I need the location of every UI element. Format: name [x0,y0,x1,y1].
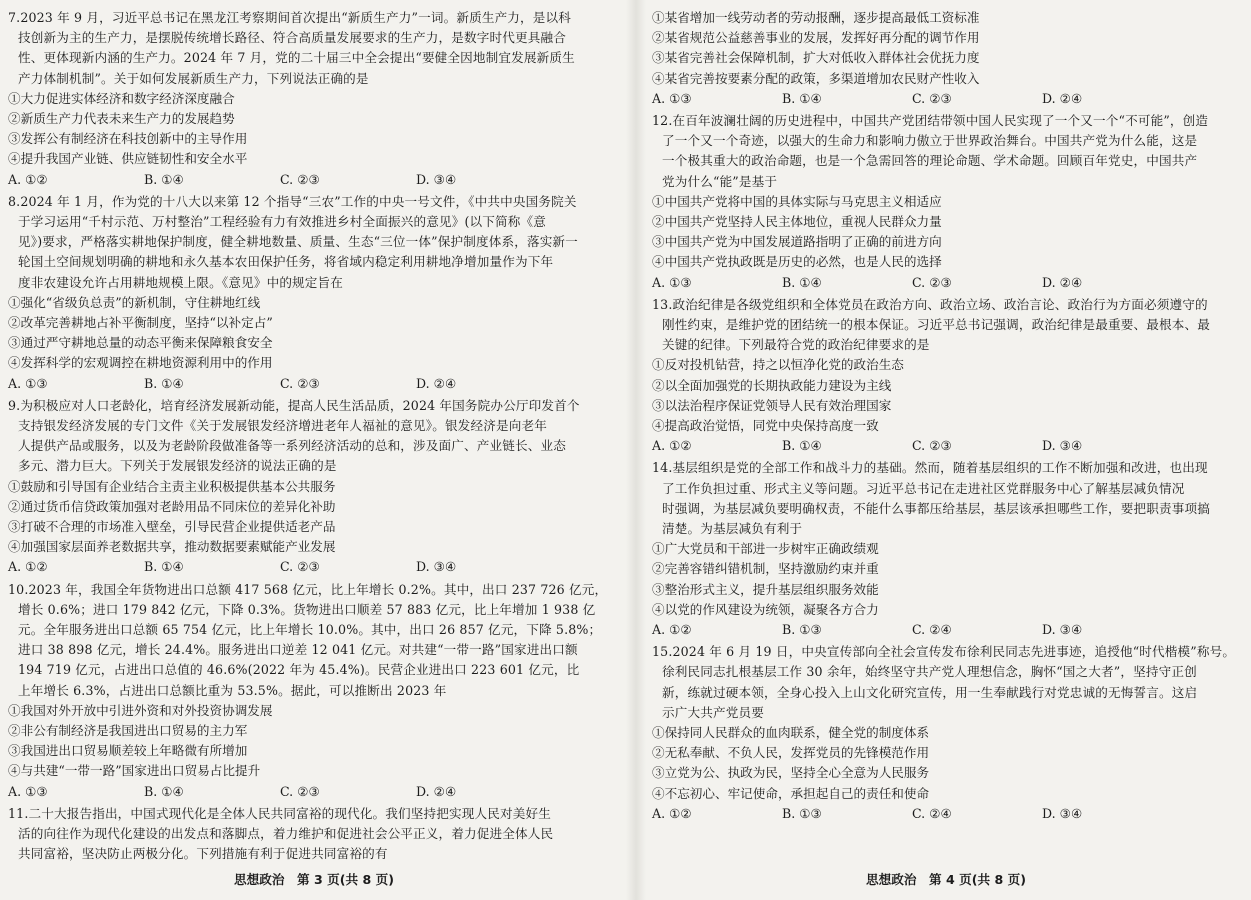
answer-choices [8,782,620,802]
answer-choice: D. ③④ [1042,622,1083,638]
question-stem-line: 性、更体现新内涵的生产力。2024 年 7 月，党的二十届三中全会提出“要健全因地制宜发展新质生 [18,50,575,66]
question-stem-line: 技创新为主的生产力，是摆脱传统增长路径、符合高质量发展要求的生产力，是数字时代更具融合 [18,30,566,46]
statement-option: ①鼓励和引导国有企业结合主责主业积极提供基本公共服务 [8,478,336,494]
question-stem-line: 新，练就过硬本领，全身心投入上山文化研究宣传，用一生奉献践行对党忠诚的无悔誓言。这启 [662,684,1198,700]
statement-option: ②非公有制经济是我国进出口贸易的主力军 [8,723,248,739]
exam-page-3 [8,8,620,888]
statement-option: ①强化“省级负总责”的新机制，守住耕地红线 [8,294,261,310]
statement-option: ①广大党员和干部进一步树牢正确政绩观 [652,541,879,557]
question-stem-line: 元。全年服务进出口总额 65 754 亿元，比上年增长 10.0%。其中，出口 26 857 亿元，下降 5.8%； [18,622,602,638]
answer-choice: C. ②③ [912,438,952,454]
question-block [652,8,1240,109]
question-list [652,8,1240,824]
answer-choice: A. ①③ [8,783,48,799]
question-stem-line: 共同富裕，坚决防止两极分化。下列措施有利于促进共同富裕的有 [18,846,388,862]
question-stem-line: 支持银发经济发展的专门文件《关于发展银发经济增进老年人福祉的意见》。银发经济是向老年 [18,418,547,434]
page-footer: 思想政治 第 4 页(共 8 页) [866,872,1026,887]
answer-choice: A. ①③ [652,274,692,290]
answer-choice: C. ②③ [280,783,320,799]
statement-option: ③我国进出口贸易顺差较上年略微有所增加 [8,743,248,759]
statement-option: ④以党的作风建设为统领，凝聚各方合力 [652,601,879,617]
question-stem: 12.在百年波澜壮阔的历史进程中，中国共产党团结带领中国人民实现了一个又一个“不可能”，创造 [652,113,1209,128]
answer-choice: D. ③④ [416,171,457,187]
question-block [652,458,1240,640]
statement-option: ③通过严守耕地总量的动态平衡来保障粮食安全 [8,335,273,351]
answer-choice: B. ①④ [782,274,822,290]
statement-option: ③中国共产党为中国发展道路指明了正确的前进方向 [652,234,942,250]
question-stem: 7.2023 年 9 月，习近平总书记在黑龙江考察期间首次提出“新质生产力”一词。新质生产力，是以科 [8,10,572,25]
answer-choice: B. ①④ [144,375,184,391]
statement-option: ①大力促进实体经济和数字经济深度融合 [8,90,235,106]
question-list [8,8,620,864]
answer-choice: D. ③④ [416,559,457,575]
question-stem-line: 194 719 亿元，占进出口总值的 46.6%(2022 年为 45.4%)。民营企业进出口 223 601 亿元，比 [18,662,580,678]
question-stem-line: 刚性约束，是维护党的团结统一的根本保证。习近平总书记强调，政治纪律是最重要、最根本、最 [662,317,1210,333]
answer-choice: C. ②③ [280,559,320,575]
page-gutter [626,0,646,900]
question-stem-line: 于学习运用“千村示范、万村整治”工程经验有力有效推进乡村全面振兴的意见》(以下简称《意 [18,214,546,230]
answer-choices [8,170,620,190]
question-stem-line: 徐利民同志扎根基层工作 30 余年，始终坚守共产党人理想信念，胸怀“国之大者”，坚持守正创 [662,664,1197,680]
page-footer: 思想政治 第 3 页(共 8 页) [234,872,394,887]
answer-choice: A. ①③ [652,90,692,106]
statement-option: ②新质生产力代表未来生产力的发展趋势 [8,111,235,127]
statement-option: ③打破不合理的市场准入壁垒，引导民营企业提供适老产品 [8,519,336,535]
answer-choice: D. ③④ [1042,438,1083,454]
question-stem-line: 清楚。为基层减负有利于 [662,521,803,537]
answer-choices [652,273,1240,293]
answer-choice: B. ①④ [144,171,184,187]
answer-choice: C. ②③ [280,375,320,391]
question-stem-line: 了一个又一个奇迹，以强大的生命力和影响力傲立于世界政治舞台。中国共产党为什么能，这是 [662,133,1198,149]
statement-option: ④中国共产党执政既是历史的必然，也是人民的选择 [652,254,942,270]
question-stem-line: 增长 0.6%；进口 179 842 亿元，下降 0.3%。货物进出口顺差 57 883 亿元，比上年增加 1 938 亿 [18,601,596,617]
statement-option: ①中国共产党将中国的具体实际与马克思主义相适应 [652,193,942,209]
statement-option: ②某省规范公益慈善事业的发展，发挥好再分配的调节作用 [652,30,980,46]
exam-page-4 [652,8,1240,888]
statement-option: ①我国对外开放中引进外资和对外投资协调发展 [8,702,273,718]
question-stem-line: 度非农建设允许占用耕地规模上限。《意见》中的规定旨在 [18,274,344,290]
question-stem: 9.为积极应对人口老龄化，培育经济发展新动能，提高人民生活品质，2024 年国务院办公厅印发首个 [8,397,580,413]
answer-choice: C. ②③ [912,274,952,290]
answer-choice: B. ①④ [782,90,822,106]
answer-choice: D. ②④ [416,375,457,391]
question-stem: 13.政治纪律是各级党组织和全体党员在政治方向、政治立场、政治言论、政治行为方面必须遵守的 [652,296,1208,312]
question-stem: 10.2023 年，我国全年货物进出口总额 417 568 亿元，比上年增长 0.2%。其中，出口 237 726 亿元， [8,581,608,597]
statement-option: ②通过货币信贷政策加强对老龄用品不同床位的差异化补助 [8,498,336,514]
question-stem-line: 关键的纪律。下列最符合党的政治纪律要求的是 [662,337,930,353]
statement-option: ③立党为公、执政为民，坚持全心全意为人民服务 [652,765,930,781]
statement-option: ②完善容错纠错机制，坚持激励约束并重 [652,561,879,577]
answer-choice: A. ①② [652,805,692,821]
question-stem-line: 示广大共产党员要 [662,704,764,720]
question-stem-line: 轮国土空间规划明确的耕地和永久基本农田保护任务，将省域内稳定利用耕地净增加量作为下年 [18,254,554,270]
answer-choice: A. ①② [8,559,48,575]
question-stem: 11.二十大报告指出，中国式现代化是全体人民共同富裕的现代化。我们坚持把实现人民对美好生 [8,805,551,821]
question-stem-line: 人提供产品或服务，以及为老龄阶段做准备等一系列经济活动的总和，涉及面广、产业链长、业态 [18,438,566,454]
answer-choice: B. ①③ [782,805,822,821]
statement-option: ④发挥科学的宏观调控在耕地资源利用中的作用 [8,355,273,371]
answer-choices [8,557,620,577]
question-stem-line: 多元、潜力巨大。下列关于发展银发经济的说法正确的是 [18,458,337,474]
question-stem-line: 产力体制机制”。关于如何发展新质生产力，下列说法正确的是 [18,70,369,86]
statement-option: ②以全面加强党的长期执政能力建设为主线 [652,377,892,393]
statement-option: ④与共建“一带一路”国家进出口贸易占比提升 [8,763,261,779]
question-stem-line: 活的向往作为现代化建设的出发点和落脚点，着力维护和促进社会公平正义，着力促进全体人民 [18,826,554,842]
question-block [652,295,1240,457]
question-block [8,396,620,578]
statement-option: ①反对投机钻营，持之以恒净化党的政治生态 [652,357,904,373]
answer-choice: A. ①② [652,622,692,638]
answer-choice: B. ①④ [144,559,184,575]
answer-choice: C. ②③ [280,171,320,187]
answer-choice: D. ③④ [1042,805,1083,821]
statement-option: ③以法治程序保证党领导人民有效治理国家 [652,397,892,413]
question-stem-line: 时强调，为基层减负要明确权责，不能什么事都压给基层，基层该承担哪些工作，要把职责事项搞 [662,500,1210,516]
question-stem-line: 党为什么“能”是基于 [662,173,778,189]
statement-option: ④某省完善按要素分配的政策，多渠道增加农民财产性收入 [652,70,980,86]
answer-choices [652,804,1240,824]
answer-choice: D. ②④ [416,783,457,799]
answer-choice: B. ①④ [782,438,822,454]
statement-option: ③发挥公有制经济在科技创新中的主导作用 [8,131,248,147]
question-block [8,8,620,190]
question-stem-line: 上年增长 6.3%，占进出口总额比重为 53.5%。据此，可以推断出 2023 年 [18,682,447,698]
statement-option: ③某省完善社会保障机制，扩大对低收入群体社会优抚力度 [652,50,980,66]
answer-choices [8,374,620,394]
answer-choice: B. ①④ [144,783,184,799]
question-block [652,642,1240,824]
answer-choice: B. ①③ [782,622,822,638]
statement-option: ②改革完善耕地占补平衡制度，坚持“以补定占” [8,315,273,331]
question-stem-line: 了工作负担过重、形式主义等问题。习近平总书记在走进社区党群服务中心了解基层减负情况 [662,480,1185,496]
statement-option: ③整治形式主义，提升基层组织服务效能 [652,581,879,597]
answer-choice: A. ①③ [8,375,48,391]
statement-option: ②无私奉献、不负人民，发挥党员的先锋模范作用 [652,745,930,761]
statement-option: ④提高政治觉悟，同党中央保持高度一致 [652,418,879,434]
statement-option: ①保持同人民群众的血肉联系，健全党的制度体系 [652,725,930,741]
answer-choice: C. ②③ [912,90,952,106]
statement-option: ④加强国家层面养老数据共享，推动数据要素赋能产业发展 [8,539,336,555]
answer-choices [652,436,1240,456]
question-block [8,804,620,865]
question-stem-line: 进口 38 898 亿元，增长 24.4%。服务进出口逆差 12 041 亿元。对共建“一带一路”国家进出口额 [18,642,578,658]
statement-option: ④不忘初心、牢记使命，承担起自己的责任和使命 [652,785,930,801]
answer-choice: C. ②④ [912,805,952,821]
answer-choice: D. ②④ [1042,90,1083,106]
question-block [652,111,1240,293]
answer-choices [652,89,1240,109]
statement-option: ④提升我国产业链、供应链韧性和安全水平 [8,151,248,167]
question-block [8,192,620,394]
question-block [8,580,620,802]
statement-option: ①某省增加一线劳动者的劳动报酬，逐步提高最低工资标准 [652,10,980,25]
answer-choices [652,620,1240,640]
question-stem: 14.基层组织是党的全部工作和战斗力的基础。然而，随着基层组织的工作不断加强和改进，也出现 [652,460,1208,476]
answer-choice: A. ①② [652,438,692,454]
question-stem-line: 见》)要求，严格落实耕地保护制度，健全耕地数量、质量、生态“三位一体”保护制度体系，落实新一 [18,234,578,250]
answer-choice: D. ②④ [1042,274,1083,290]
question-stem: 8.2024 年 1 月，作为党的十八大以来第 12 个指导“三农”工作的中央一号文件，《中共中央国务院关 [8,193,577,209]
answer-choice: C. ②④ [912,622,952,638]
question-stem-line: 一个极其重大的政治命题，也是一个急需回答的理论命题、学术命题。回顾百年党史，中国共产 [662,153,1198,169]
statement-option: ②中国共产党坚持人民主体地位，重视人民群众力量 [652,214,942,230]
answer-choice: A. ①② [8,171,48,187]
question-stem: 15.2024 年 6 月 19 日，中央宣传部向全社会宣传发布徐利民同志先进事迹，追授他“时代楷模”称号。 [652,644,1236,660]
